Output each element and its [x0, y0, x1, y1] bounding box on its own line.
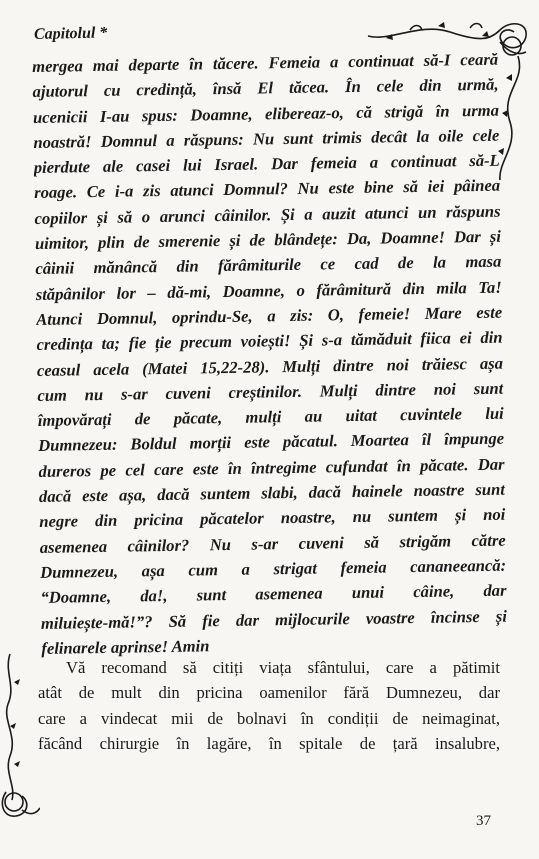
corner-vine-ornament-bottom-left: [0, 652, 40, 822]
text-line: mergea mai departe în tăcere. Femeia a continuat să-I ceară: [32, 49, 499, 76]
text-line: ajutorul cu credință, însă El tăcea. În cele din urmă,: [32, 74, 499, 102]
text-line: asemenea câinilor? Nu s-ar cuveni să strigăm către: [39, 530, 506, 557]
text-line: noastră! Domnul a răspuns: Nu sunt trimis decât la oile cele: [33, 125, 500, 152]
chapter-header: Capitolul *: [33, 24, 108, 43]
text-line: care a vindecat mii de bolnavi în condiții de neimaginat,: [38, 708, 500, 728]
text-line: credința ta; fie ție precum voiești! Și s-a tămăduit fiica ei din: [36, 327, 503, 355]
text-line: Vă recomand să citiți viața sfântului, care a pătimit: [66, 658, 500, 677]
text-line: făcând chirurgie în lagăre, în spitale de țară insalubre,: [38, 733, 500, 753]
text-line: uimitor, plin de smerenie și de blândețe: Da, Doamne! Dar și: [34, 226, 502, 254]
text-line: miluiește-mă!”? Să fie dar mijlocurile voastre încinse și: [40, 606, 508, 633]
text-line: negre din pricina păcatelor noastre, nu suntem și noi: [39, 504, 506, 532]
text-line: câinii mănâncă din fărâmiturile ce cad de la masa: [35, 252, 502, 279]
text-line: “Doamne, da!, sunt asemenea unui câine, dar: [40, 580, 507, 608]
text-line: Dumnezeu, așa cum a strigat femeia cananeeancă:: [39, 555, 507, 582]
text-line: Atunci Domnul, oprindu-Se, a zis: O, femeie! Mare este: [36, 302, 503, 329]
text-line: cum nu s-ar cuveni creștinilor. Mulți dintre noi sunt: [37, 378, 504, 405]
page-number: 37: [476, 813, 491, 829]
text-line: atât de mult din pricina oamenilor fără Dumnezeu, dar: [38, 683, 500, 703]
roman-paragraph-text: [38, 655, 500, 756]
text-line: Dumnezeu: Boldul morții este păcatul. Moartea îl împunge: [38, 429, 505, 456]
text-line: dureros pe cel care este în întregime cufundat în păcate. Dar: [38, 454, 505, 481]
text-line: felinarele aprinse! Amin: [41, 636, 210, 658]
text-line: stăpânilor lor – dă-mi, Doamne, o fărâmitură din mila Ta!: [35, 277, 502, 304]
text-line: ucenicii I-au spus: Doamne, elibereaz-o, că strigă în urma: [32, 100, 500, 127]
text-line: pierdute ale casei lui Israel. Dar femeia a continuat să-L: [33, 150, 500, 178]
text-line: împovărați de păcate, mulți au uitat cuvintele lui: [37, 403, 504, 431]
text-line: roage. Ce i-a zis atunci Domnul? Nu este bine să iei pâinea: [34, 176, 501, 203]
text-line: dacă este așa, dacă suntem slabi, dacă hainele noastre sunt: [38, 479, 506, 506]
text-line: copiilor și să o arunci câinilor. Și a auzit atunci un răspuns: [34, 201, 501, 228]
italic-sermon-text: [32, 47, 507, 661]
text-line: ceasul acela (Matei 15,22-28). Mulți dintre noi trăiesc așa: [36, 353, 504, 380]
